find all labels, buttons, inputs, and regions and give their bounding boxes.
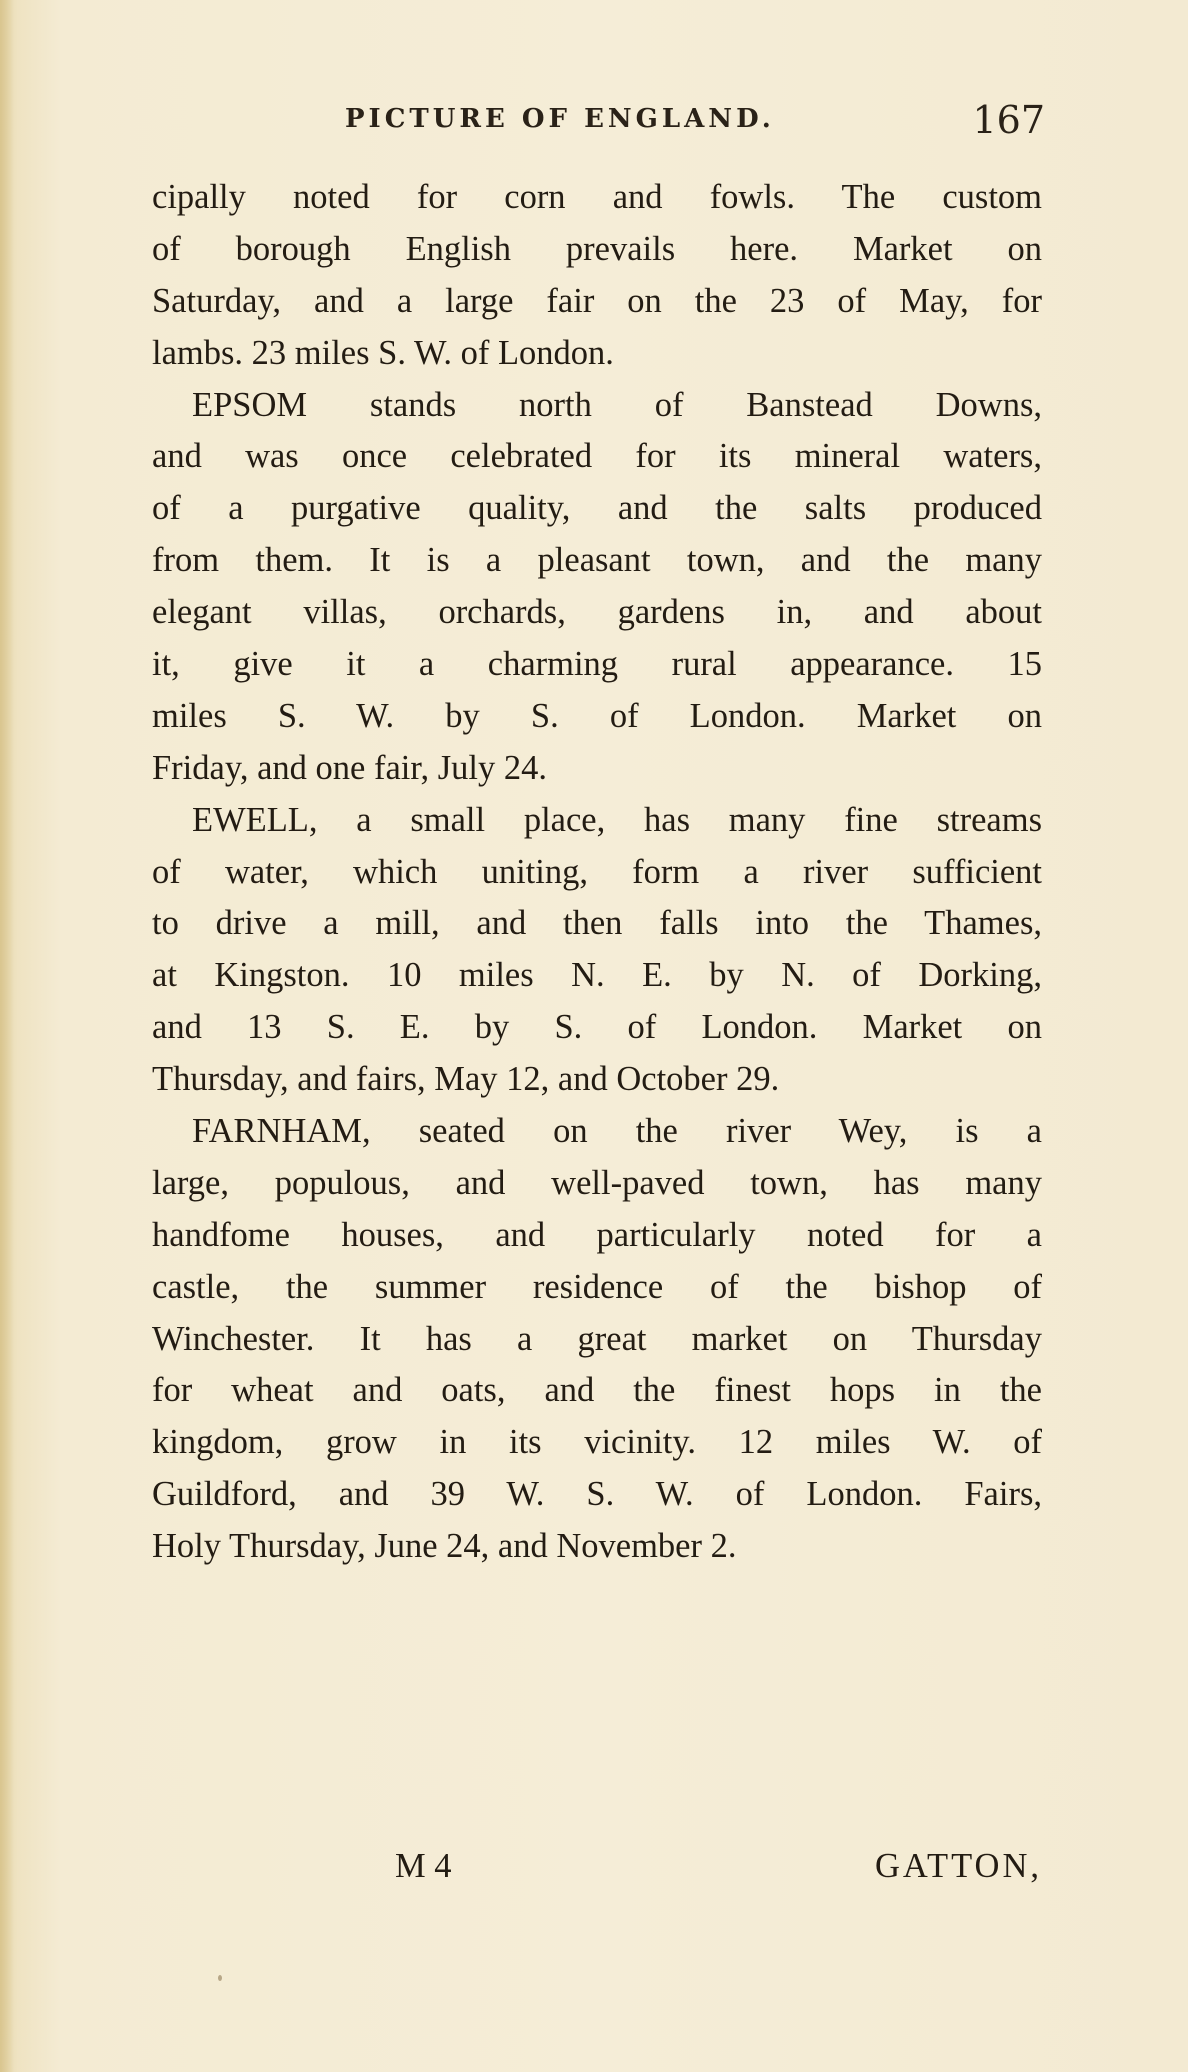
text-line: miles S. W. by S. of London. Market on <box>152 696 1042 735</box>
text-line: handfome houses, and particularly noted for a <box>152 1215 1042 1254</box>
text-line: from them. It is a pleasant town, and the many <box>152 541 1042 580</box>
text-line: castle, the summer residence of the bishop of <box>152 1267 1042 1306</box>
text-line: it, give it a charming rural appearance. 15 <box>152 645 1042 684</box>
paper-speck <box>218 1975 222 1981</box>
signature-mark: M 4 <box>395 1847 452 1885</box>
text-line: Friday, and one fair, July 24. <box>152 748 547 787</box>
running-title: PICTURE OF ENGLAND. <box>345 104 775 134</box>
text-line: large, populous, and well-paved town, has many <box>152 1163 1042 1202</box>
text-line: cipally noted for corn and fowls. The custom <box>152 178 1042 216</box>
text-line: and 13 S. E. by S. of London. Market on <box>152 1008 1042 1047</box>
text-line: Winchester. It has a great market on Thursday <box>152 1319 1042 1358</box>
text-line: for wheat and oats, and the finest hops in the <box>152 1371 1042 1410</box>
text-line: Thursday, and fairs, May 12, and October 29. <box>152 1060 780 1099</box>
body-text <box>152 172 1042 1573</box>
text-line: at Kingston. 10 miles N. E. by N. of Dorking, <box>152 956 1042 995</box>
text-line: of water, which uniting, form a river sufficient <box>152 852 1042 891</box>
text-line: Saturday, and a large fair on the 23 of May, for <box>152 281 1042 320</box>
text-line: EWELL, a small place, has many fine streams <box>192 800 1042 839</box>
text-line: of a purgative quality, and the salts produced <box>152 489 1042 528</box>
page-gutter-shadow <box>0 0 14 2072</box>
text-line: EPSOM stands north of Banstead Downs, <box>192 385 1042 424</box>
page-footer <box>395 1840 1042 1892</box>
page-number: 167 <box>972 98 1045 142</box>
text-line: and was once celebrated for its mineral waters, <box>152 437 1042 476</box>
text-line: to drive a mill, and then falls into the Thames, <box>152 904 1042 943</box>
catchword: GATTON, <box>875 1847 1042 1885</box>
text-line: of borough English prevails here. Market on <box>152 229 1042 268</box>
text-line: FARNHAM, seated on the river Wey, is a <box>192 1112 1042 1151</box>
text-line: Holy Thursday, June 24, and November 2. <box>152 1527 737 1566</box>
text-line: elegant villas, orchards, gardens in, and about <box>152 593 1042 632</box>
text-line: lambs. 23 miles S. W. of London. <box>152 333 614 372</box>
page-header <box>345 98 1045 148</box>
text-line: kingdom, grow in its vicinity. 12 miles W. of <box>152 1423 1042 1462</box>
text-line: Guildford, and 39 W. S. W. of London. Fairs, <box>152 1475 1042 1514</box>
